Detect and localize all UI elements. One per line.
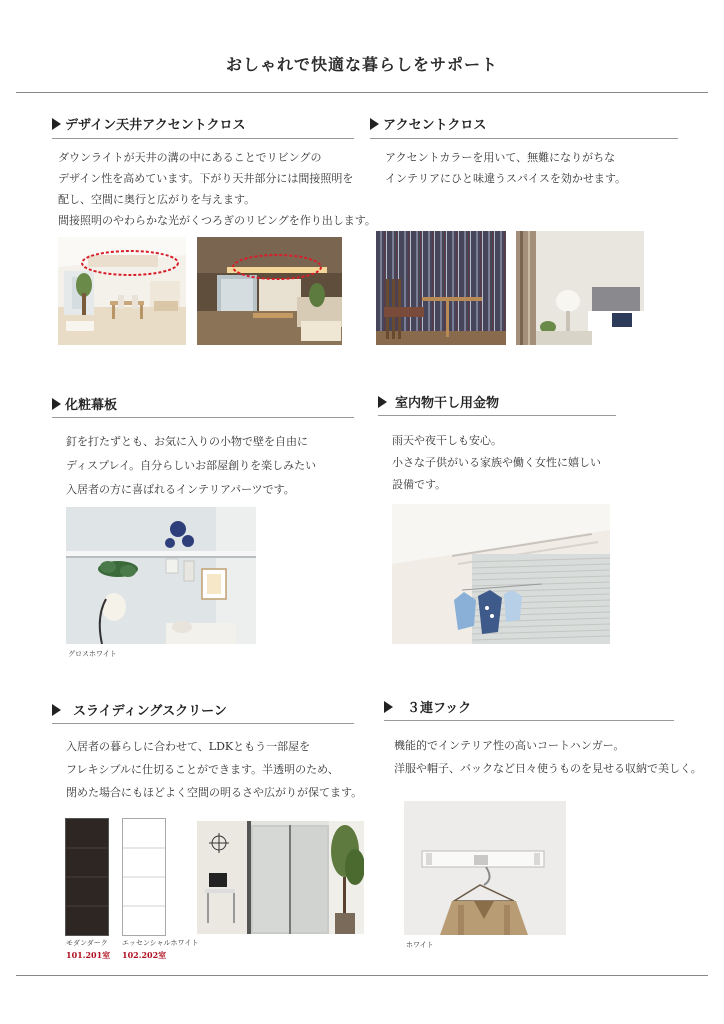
section-underline (370, 138, 678, 139)
swatch-rooms: 101.201室 (66, 950, 111, 960)
triangle-bullet-icon (52, 704, 61, 716)
triangle-bullet-icon (370, 118, 379, 130)
body-line: ダウンライトが天井の溝の中にあることでリビングの (58, 151, 322, 164)
body-line: インテリアにひと味違うスパイスを効かせます。 (385, 172, 627, 185)
section-title-text: スライディングスクリーン (73, 704, 227, 719)
section-body-accent-cloth (385, 147, 626, 189)
body-line: 機能的でインテリア性の高いコートハンガー。 (394, 739, 625, 752)
body-line: 入居者の暮らしに合わせて、LDKともう一部屋を (66, 740, 311, 753)
section-title-text: デザイン天井アクセントクロス (65, 118, 246, 133)
body-line: 間接照明のやわらかな光がくつろぎのリビングを作り出します。 (58, 214, 376, 227)
swatch-name: エッセンシャルホワイト (122, 939, 199, 947)
body-line: 小さな子供がいる家族や働く女性に嬉しい (392, 456, 601, 469)
swatch-essential-white (122, 818, 166, 936)
section-body-triple-hook (394, 734, 702, 780)
section-body-sliding-screen (66, 735, 362, 804)
section-title-indoor-drying (378, 392, 499, 411)
triangle-bullet-icon (384, 701, 393, 713)
triple-hook-photo (404, 801, 566, 935)
body-line: フレキシブルに仕切ることができます。半透明のため、 (66, 763, 339, 776)
swatch-rooms: 102.202室 (122, 950, 167, 960)
section-title-accent-cloth (370, 114, 486, 133)
body-line: アクセントカラーを用いて、無難になりがちな (385, 151, 616, 164)
sliding-screen-photo (197, 821, 364, 934)
swatch-modern-dark (65, 818, 109, 936)
section-body-decor-board (66, 430, 316, 502)
header-divider (16, 92, 708, 93)
triple-hook-caption: ホワイト (406, 941, 434, 949)
section-title-sliding-screen (52, 700, 227, 719)
indoor-drying-photo (392, 504, 610, 644)
body-line: 雨天や夜干しも安心。 (392, 434, 502, 447)
footer-divider (16, 975, 708, 976)
section-title-text: 室内物干し用金物 (395, 396, 500, 411)
body-line: ディスプレイ。自分らしいお部屋創りを楽しみたい (66, 459, 317, 472)
striped-wallpaper-photo (376, 231, 506, 345)
decor-board-caption: グロスホワイト (68, 650, 117, 658)
section-title-design-ceiling (52, 114, 245, 133)
body-line: 洋服や帽子、バックなど日々使うものを見せる収納で美しく。 (394, 762, 702, 775)
section-underline (52, 417, 354, 418)
body-line: 釘を打たずとも、お気に入りの小物で壁を自由に (66, 435, 308, 448)
body-line: 配し、空間に奥行と広がりを与えます。 (58, 193, 256, 206)
triangle-bullet-icon (378, 396, 387, 408)
body-line: 設備です。 (392, 478, 447, 491)
white-wallpaper-photo (516, 231, 644, 345)
section-title-text: 化粧幕板 (65, 398, 118, 413)
living-room-photo-1 (58, 237, 186, 345)
section-title-text: ３連フック (407, 701, 472, 716)
body-line: デザイン性を高めています。下がり天井部分には間接照明を (58, 172, 354, 185)
section-body-design-ceiling (58, 147, 376, 231)
section-title-triple-hook (384, 697, 471, 716)
section-underline (52, 138, 354, 139)
triangle-bullet-icon (52, 398, 61, 410)
section-title-decor-board (52, 394, 117, 413)
body-line: 入居者の方に喜ばれるインテリアパーツです。 (66, 483, 295, 496)
section-underline (52, 723, 354, 724)
section-underline (384, 720, 674, 721)
page-title: おしゃれで快適な暮らしをサポート (225, 55, 498, 74)
living-room-photo-2 (197, 237, 342, 345)
triangle-bullet-icon (52, 118, 61, 130)
section-body-indoor-drying (392, 430, 601, 496)
decor-board-photo (66, 507, 256, 644)
section-underline (378, 415, 616, 416)
swatch-name: モダンダーク (66, 939, 108, 947)
body-line: 閉めた場合にもほどよく空間の明るさや広がりが保てます。 (66, 786, 363, 799)
section-title-text: アクセントクロス (383, 118, 487, 133)
